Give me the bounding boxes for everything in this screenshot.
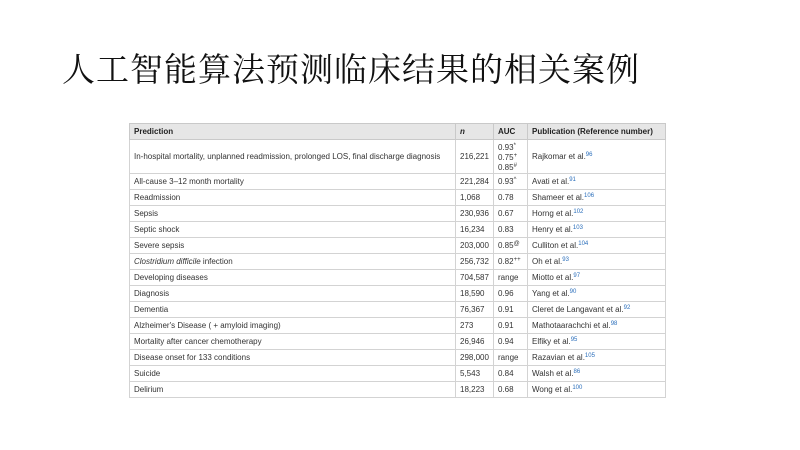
author-name: Henry et al. [532, 225, 573, 234]
prediction-text: Septic shock [134, 225, 180, 234]
cell-prediction [130, 254, 456, 270]
cell-prediction [130, 222, 456, 238]
table-row [130, 286, 666, 302]
auc-value: 0.78 [498, 193, 514, 202]
auc-value: range [498, 273, 519, 282]
cell-auc [494, 206, 528, 222]
table-row [130, 366, 666, 382]
reference-link[interactable]: 105 [584, 353, 595, 359]
cell-auc [494, 350, 528, 366]
cell-n: 221,284 [456, 174, 494, 190]
auc-value: 0.93 [498, 142, 514, 152]
author-name: Walsh et al. [532, 369, 574, 378]
cell-prediction [130, 190, 456, 206]
prediction-text: Dementia [134, 305, 169, 314]
prediction-text: infection [200, 257, 233, 266]
cell-publication [528, 366, 666, 382]
auc-value: 0.84 [498, 369, 514, 378]
cell-n: 18,590 [456, 286, 494, 302]
cell-prediction [130, 382, 456, 398]
table-row [130, 238, 666, 254]
cell-auc [494, 318, 528, 334]
auc-value: range [498, 353, 519, 362]
cell-n: 18,223 [456, 382, 494, 398]
reference-link[interactable]: 106 [584, 193, 595, 199]
author-name: Wong et al. [532, 385, 573, 394]
prediction-table [129, 123, 666, 398]
cell-n: 298,000 [456, 350, 494, 366]
reference-link[interactable]: 95 [570, 337, 578, 343]
author-name: Oh et al. [532, 257, 563, 266]
cell-auc [494, 270, 528, 286]
cell-prediction [130, 206, 456, 222]
prediction-text: All-cause 3–12 month mortality [134, 177, 244, 186]
cell-publication [528, 140, 666, 174]
cell-auc [494, 174, 528, 190]
reference-link[interactable]: 86 [573, 369, 581, 375]
table-row [130, 382, 666, 398]
cell-auc [494, 222, 528, 238]
cell-auc [494, 366, 528, 382]
reference-link[interactable]: 103 [572, 225, 583, 231]
cell-auc [494, 382, 528, 398]
cell-prediction [130, 318, 456, 334]
table-row [130, 140, 666, 174]
cell-n: 704,587 [456, 270, 494, 286]
table-row [130, 318, 666, 334]
cell-n: 1,068 [456, 190, 494, 206]
cell-prediction [130, 302, 456, 318]
slide-title: 人工智能算法预测临床结果的相关案例 [62, 50, 640, 89]
auc-line [498, 152, 523, 162]
auc-value: 0.85 [498, 241, 514, 250]
table-row [130, 334, 666, 350]
table-row [130, 174, 666, 190]
cell-publication [528, 222, 666, 238]
cell-n: 256,732 [456, 254, 494, 270]
cell-auc [494, 334, 528, 350]
reference-link[interactable]: 100 [572, 385, 583, 391]
cell-n: 16,234 [456, 222, 494, 238]
cell-n: 5,543 [456, 366, 494, 382]
header-n: n [456, 124, 494, 140]
cell-publication [528, 318, 666, 334]
cell-auc [494, 286, 528, 302]
header-publication: Publication (Reference number) [528, 124, 666, 140]
table-row [130, 254, 666, 270]
cell-auc [494, 190, 528, 206]
reference-link[interactable]: 98 [610, 321, 618, 327]
author-name: Cleret de Langavant et al. [532, 305, 624, 314]
reference-link[interactable]: 97 [573, 273, 581, 279]
table-body [130, 140, 666, 398]
author-name: Avati et al. [532, 177, 570, 186]
auc-value: 0.85 [498, 162, 514, 172]
prediction-text: Diagnosis [134, 289, 170, 298]
cell-publication [528, 238, 666, 254]
cell-prediction [130, 334, 456, 350]
cell-publication [528, 254, 666, 270]
table-row [130, 190, 666, 206]
cell-publication [528, 302, 666, 318]
prediction-text: Alzheimer's Disease ( + amyloid imaging) [134, 321, 281, 330]
auc-marker: ++ [513, 257, 521, 263]
prediction-text: Severe sepsis [134, 241, 185, 250]
cell-n: 230,936 [456, 206, 494, 222]
reference-link[interactable]: 93 [562, 257, 569, 263]
table-row [130, 270, 666, 286]
cell-publication [528, 190, 666, 206]
header-auc: AUC [494, 124, 528, 140]
auc-value: 0.91 [498, 321, 514, 330]
table-header-row [130, 124, 666, 140]
auc-value: 0.82 [498, 257, 514, 266]
cell-publication [528, 286, 666, 302]
author-name: Horng et al. [532, 209, 574, 218]
table-row [130, 222, 666, 238]
reference-link[interactable]: 92 [623, 305, 631, 311]
auc-value: 0.67 [498, 209, 514, 218]
cell-n: 76,367 [456, 302, 494, 318]
cell-prediction [130, 174, 456, 190]
prediction-text: Sepsis [134, 209, 159, 218]
cell-n: 26,946 [456, 334, 494, 350]
reference-link[interactable]: 90 [569, 289, 577, 295]
reference-link[interactable]: 104 [578, 241, 589, 247]
author-name: Razavian et al. [532, 353, 585, 362]
cell-publication [528, 334, 666, 350]
auc-value: 0.91 [498, 305, 514, 314]
author-name: Mathotaarachchi et al. [532, 321, 611, 330]
prediction-text: Suicide [134, 369, 161, 378]
cell-prediction [130, 286, 456, 302]
table-container [129, 123, 665, 398]
author-name: Yang et al. [532, 289, 570, 298]
cell-prediction [130, 366, 456, 382]
cell-auc [494, 140, 528, 174]
prediction-italic: Clostridium difficile [134, 257, 201, 266]
auc-marker: + [513, 152, 518, 159]
author-name: Rajkomar et al. [532, 152, 586, 161]
auc-marker: @ [513, 241, 520, 247]
reference-link[interactable]: 96 [585, 152, 593, 158]
cell-prediction [130, 140, 456, 174]
cell-prediction [130, 350, 456, 366]
cell-auc [494, 254, 528, 270]
auc-marker: * [513, 142, 516, 149]
cell-auc [494, 238, 528, 254]
prediction-text: Disease onset for 133 conditions [134, 353, 251, 362]
auc-marker: ^ [513, 177, 517, 183]
header-prediction: Prediction [130, 124, 456, 140]
reference-link[interactable]: 102 [573, 209, 584, 215]
cell-n: 216,221 [456, 140, 494, 174]
cell-prediction [130, 270, 456, 286]
table-row [130, 302, 666, 318]
prediction-text: Readmission [134, 193, 181, 202]
auc-line [498, 142, 523, 152]
author-name: Miotto et al. [532, 273, 574, 282]
prediction-text: Mortality after cancer chemotherapy [134, 337, 262, 346]
table-row [130, 206, 666, 222]
auc-value: 0.83 [498, 225, 514, 234]
table-row [130, 350, 666, 366]
cell-publication [528, 270, 666, 286]
cell-publication [528, 350, 666, 366]
cell-n: 203,000 [456, 238, 494, 254]
cell-publication [528, 382, 666, 398]
prediction-text: Delirium [134, 385, 164, 394]
auc-value: 0.75 [498, 152, 514, 162]
cell-prediction [130, 238, 456, 254]
cell-auc [494, 302, 528, 318]
author-name: Shameer et al. [532, 193, 585, 202]
auc-marker: # [513, 162, 517, 169]
auc-value: 0.96 [498, 289, 514, 298]
reference-link[interactable]: 91 [569, 177, 576, 183]
author-name: Elfiky et al. [532, 337, 571, 346]
prediction-text: In-hospital mortality, unplanned readmission, prolonged LOS, final discharge diagnosis [134, 152, 441, 161]
prediction-text: Developing diseases [134, 273, 208, 282]
cell-n: 273 [456, 318, 494, 334]
author-name: Culliton et al. [532, 241, 579, 250]
auc-value: 0.93 [498, 177, 514, 186]
cell-publication [528, 174, 666, 190]
auc-line [498, 162, 523, 172]
auc-value: 0.68 [498, 385, 514, 394]
cell-publication [528, 206, 666, 222]
auc-value: 0.94 [498, 337, 514, 346]
